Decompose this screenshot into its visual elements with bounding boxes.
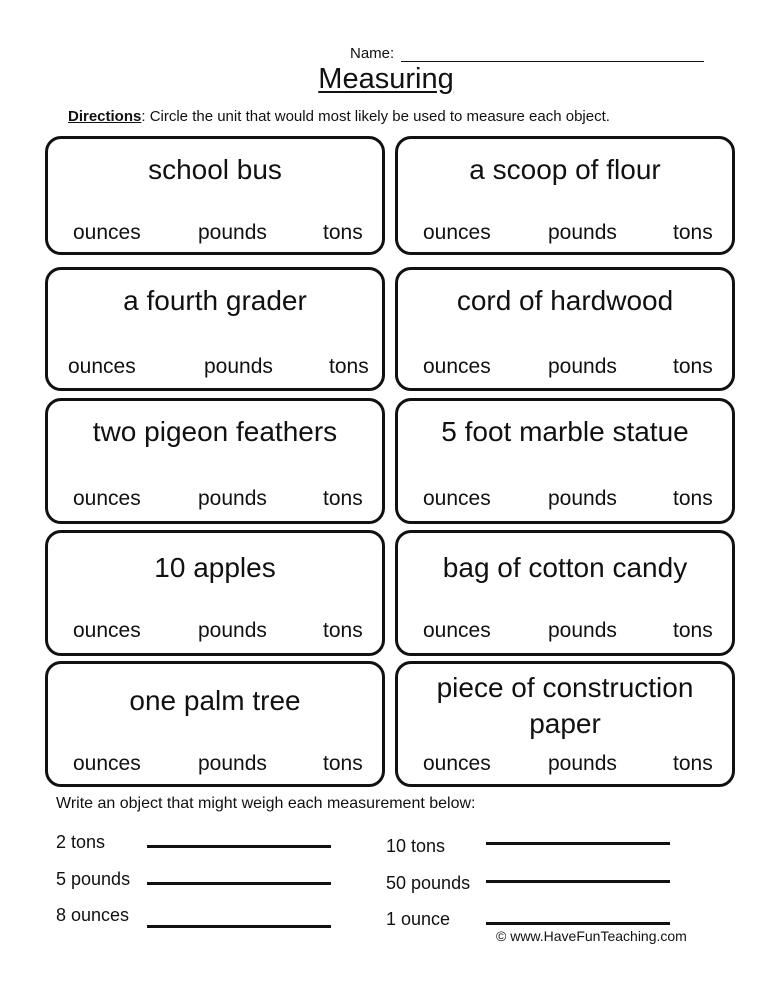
unit-ounces[interactable]: ounces [423, 752, 491, 775]
unit-pounds[interactable]: pounds [548, 487, 617, 510]
unit-pounds[interactable]: pounds [198, 619, 267, 642]
write-prompt: Write an object that might weigh each measurement below: [56, 795, 476, 812]
card-construction-paper [395, 661, 735, 787]
measure-label-2-tons: 2 tons [56, 832, 106, 852]
unit-tons[interactable]: tons [323, 752, 363, 775]
unit-pounds[interactable]: pounds [548, 619, 617, 642]
card-fourth-grader [45, 267, 385, 391]
measure-label-10-tons: 10 tons [386, 836, 446, 856]
unit-ounces[interactable]: ounces [73, 221, 141, 244]
unit-ounces[interactable]: ounces [423, 487, 491, 510]
answer-line-1-ounce[interactable] [486, 922, 670, 925]
card-object: school bus [148, 154, 282, 185]
copyright: © www.HaveFunTeaching.com [496, 928, 687, 944]
page-title [0, 63, 772, 96]
unit-pounds[interactable]: pounds [548, 355, 617, 378]
card-palm-tree [45, 661, 385, 787]
unit-tons[interactable]: tons [673, 752, 713, 775]
measure-label-5-pounds: 5 pounds [56, 869, 131, 889]
unit-tons[interactable]: tons [673, 619, 713, 642]
card-object-line-1: piece of construction [436, 672, 694, 703]
card-object: cord of hardwood [456, 285, 674, 316]
card-10-apples [45, 530, 385, 656]
card-scoop-of-flour [395, 136, 735, 255]
card-cotton-candy [395, 530, 735, 656]
name-label: Name: [350, 45, 395, 62]
unit-pounds[interactable]: pounds [548, 752, 617, 775]
card-object-line-2: paper [529, 708, 601, 739]
card-object: bag of cotton candy [442, 552, 688, 583]
unit-pounds[interactable]: pounds [548, 221, 617, 244]
card-cord-of-hardwood [395, 267, 735, 391]
measure-label-1-ounce: 1 ounce [386, 909, 451, 929]
unit-pounds[interactable]: pounds [204, 355, 273, 378]
unit-pounds[interactable]: pounds [198, 487, 267, 510]
answer-line-8-ounces[interactable] [147, 925, 331, 928]
answer-line-2-tons[interactable] [147, 845, 331, 848]
page-title-text: Measuring [318, 63, 454, 95]
name-input-line[interactable] [401, 61, 704, 62]
measure-label-50-pounds: 50 pounds [386, 873, 471, 893]
card-object: 10 apples [154, 552, 276, 583]
directions [68, 108, 610, 125]
unit-ounces[interactable]: ounces [73, 752, 141, 775]
unit-pounds[interactable]: pounds [198, 752, 267, 775]
directions-text: : Circle the unit that would most likely be used to measure each object. [141, 108, 610, 125]
card-object: two pigeon feathers [92, 416, 338, 447]
card-pigeon-feathers [45, 398, 385, 524]
unit-ounces[interactable]: ounces [423, 619, 491, 642]
answer-line-10-tons[interactable] [486, 842, 670, 845]
unit-tons[interactable]: tons [323, 221, 363, 244]
unit-ounces[interactable]: ounces [423, 355, 491, 378]
unit-tons[interactable]: tons [329, 355, 369, 378]
card-object: 5 foot marble statue [441, 416, 689, 447]
card-object [398, 670, 732, 742]
measure-label-8-ounces: 8 ounces [56, 905, 130, 925]
unit-tons[interactable]: tons [673, 487, 713, 510]
card-object: a fourth grader [123, 285, 307, 316]
card-object: one palm tree [129, 685, 301, 716]
unit-tons[interactable]: tons [323, 487, 363, 510]
unit-ounces[interactable]: ounces [423, 221, 491, 244]
unit-tons[interactable]: tons [323, 619, 363, 642]
card-school-bus [45, 136, 385, 255]
card-marble-statue [395, 398, 735, 524]
answer-line-5-pounds[interactable] [147, 882, 331, 885]
unit-ounces[interactable]: ounces [73, 619, 141, 642]
unit-ounces[interactable]: ounces [73, 487, 141, 510]
unit-tons[interactable]: tons [673, 221, 713, 244]
unit-pounds[interactable]: pounds [198, 221, 267, 244]
answer-line-50-pounds[interactable] [486, 880, 670, 883]
directions-label: Directions [68, 108, 142, 125]
unit-tons[interactable]: tons [673, 355, 713, 378]
card-object: a scoop of flour [469, 154, 661, 185]
unit-ounces[interactable]: ounces [68, 355, 136, 378]
